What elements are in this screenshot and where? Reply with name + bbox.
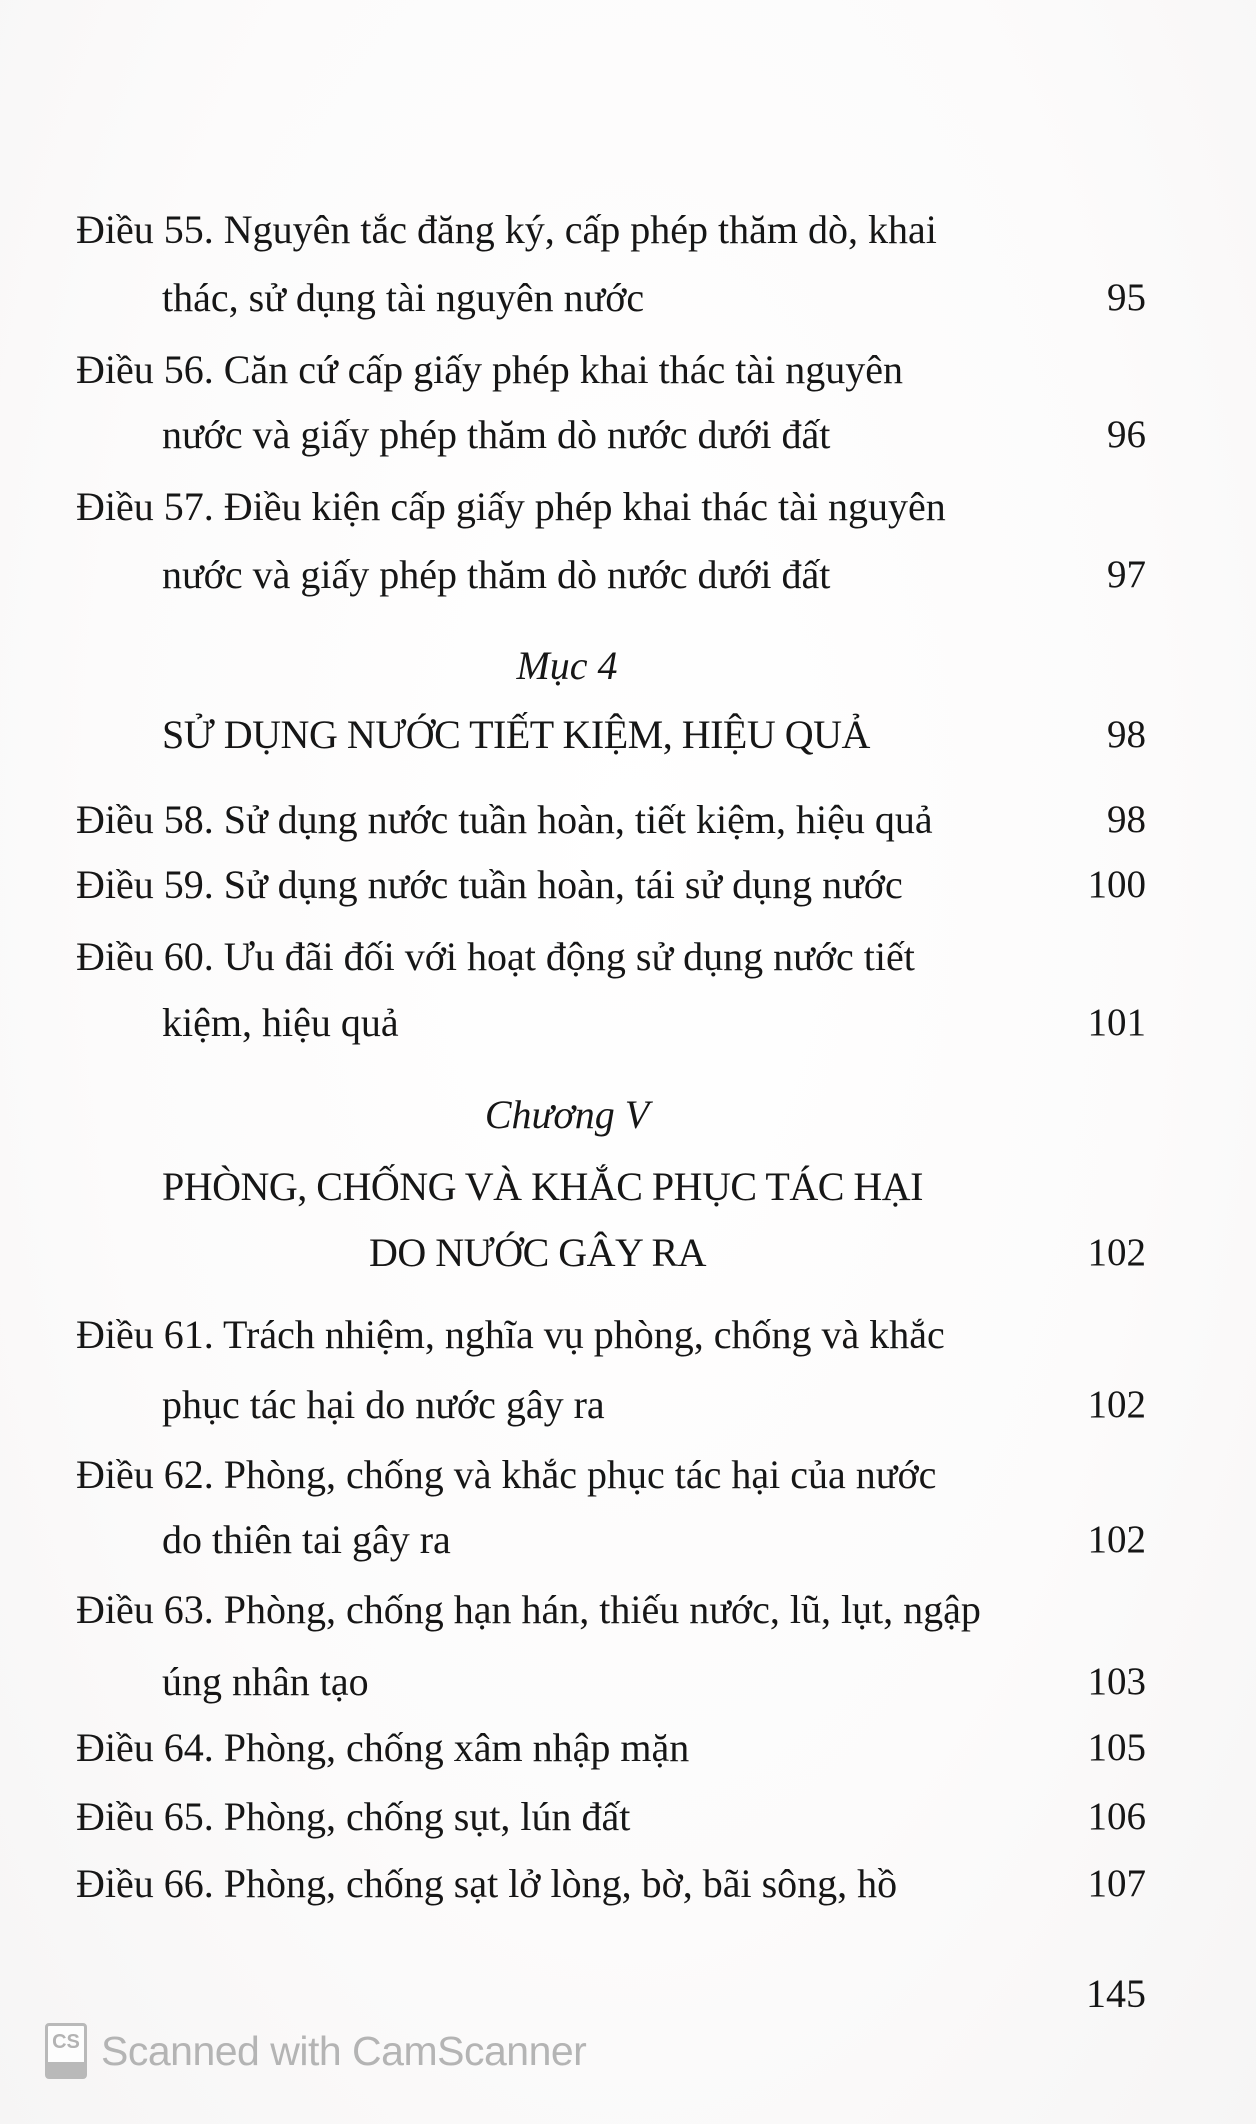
toc-entry-dieu-57-line-2 — [0, 551, 1256, 599]
watermark-text: Scanned with CamScanner — [101, 2027, 587, 2074]
toc-entry-text: do thiên tai gây ra — [162, 1517, 451, 1562]
toc-entry-text: phục tác hại do nước gây ra — [162, 1382, 605, 1427]
toc-entry-text: Điều 66. Phòng, chống sạt lở lòng, bờ, bãi sông, hồ — [76, 1861, 898, 1906]
toc-entry-dieu-56-line-2 — [0, 411, 1256, 459]
toc-entry-dieu-59 — [0, 861, 1256, 909]
toc-entry-dieu-60-line-1 — [0, 933, 1256, 981]
camscanner-logo-text: CS — [52, 2031, 80, 2053]
chapter-title-line-1 — [0, 1163, 1256, 1211]
camscanner-watermark — [45, 2022, 586, 2080]
section-title-muc-4 — [0, 711, 1256, 759]
section-title: SỬ DỤNG NƯỚC TIẾT KIỆM, HIỆU QUẢ — [162, 712, 870, 757]
toc-entry-dieu-62-line-2 — [0, 1516, 1256, 1564]
toc-entry-dieu-63-line-2 — [0, 1658, 1256, 1706]
toc-page-number: 102 — [1087, 1383, 1146, 1426]
section-label-muc-4 — [0, 642, 1256, 690]
page-number: 145 — [1086, 1971, 1146, 2016]
toc-entry-dieu-61-line-2 — [0, 1381, 1256, 1429]
toc-page-number: 107 — [1087, 1862, 1146, 1905]
toc-entry-text: Điều 59. Sử dụng nước tuần hoàn, tái sử dụng nước — [76, 862, 903, 907]
toc-entry-text: kiệm, hiệu quả — [162, 1000, 399, 1045]
toc-entry-dieu-62-line-1 — [0, 1451, 1256, 1499]
toc-entry-text: thác, sử dụng tài nguyên nước — [162, 275, 645, 320]
toc-page-number: 98 — [1107, 713, 1146, 756]
toc-entry-text: Điều 55. Nguyên tắc đăng ký, cấp phép thăm dò, khai — [76, 207, 937, 252]
chapter-label-chuong-v — [0, 1091, 1256, 1139]
toc-entry-text: nước và giấy phép thăm dò nước dưới đất — [162, 412, 831, 457]
toc-entry-dieu-60-line-2 — [0, 999, 1256, 1047]
toc-entry-dieu-55-line-2 — [0, 274, 1256, 322]
toc-entry-text: Điều 60. Ưu đãi đối với hoạt động sử dụng nước tiết — [76, 934, 915, 979]
toc-page-number: 97 — [1107, 553, 1146, 596]
toc-page-number: 96 — [1107, 413, 1146, 456]
toc-page-number: 106 — [1087, 1795, 1146, 1838]
toc-entry-text: Điều 62. Phòng, chống và khắc phục tác hại của nước — [76, 1452, 937, 1497]
toc-page-number: 105 — [1087, 1726, 1146, 1769]
toc-entry-dieu-55-line-1 — [0, 206, 1256, 254]
toc-entry-dieu-58 — [0, 796, 1256, 844]
toc-entry-dieu-61-line-1 — [0, 1311, 1256, 1359]
toc-entry-text: Điều 57. Điều kiện cấp giấy phép khai thác tài nguyên — [76, 484, 946, 529]
chapter-title: DO NƯỚC GÂY RA — [369, 1230, 707, 1275]
camscanner-logo-bar — [48, 2062, 84, 2076]
toc-entry-text: Điều 63. Phòng, chống hạn hán, thiếu nước, lũ, lụt, ngập — [76, 1587, 981, 1632]
toc-entry-text: Điều 58. Sử dụng nước tuần hoàn, tiết kiệm, hiệu quả — [76, 797, 933, 842]
toc-page-number: 101 — [1087, 1001, 1146, 1044]
section-label: Mục 4 — [516, 643, 618, 688]
toc-page-number: 100 — [1087, 863, 1146, 906]
chapter-label: Chương V — [484, 1092, 650, 1137]
toc-page-number: 102 — [1087, 1231, 1146, 1274]
toc-entry-text: úng nhân tạo — [162, 1659, 369, 1704]
toc-entry-dieu-57-line-1 — [0, 483, 1256, 531]
toc-entry-text: nước và giấy phép thăm dò nước dưới đất — [162, 552, 831, 597]
chapter-title: PHÒNG, CHỐNG VÀ KHẮC PHỤC TÁC HẠI — [162, 1164, 923, 1209]
toc-page-number: 98 — [1107, 798, 1146, 841]
toc-entry-text: Điều 61. Trách nhiệm, nghĩa vụ phòng, chống và khắc — [76, 1312, 945, 1357]
toc-page-number: 103 — [1087, 1660, 1146, 1703]
camscanner-logo-icon — [45, 2023, 87, 2079]
toc-entry-text: Điều 56. Căn cứ cấp giấy phép khai thác tài nguyên — [76, 347, 903, 392]
toc-page-number: 95 — [1107, 276, 1146, 319]
toc-entry-dieu-56-line-1 — [0, 346, 1256, 394]
toc-entry-dieu-63-line-1 — [0, 1586, 1256, 1634]
toc-page-number: 102 — [1087, 1518, 1146, 1561]
toc-entry-dieu-64 — [0, 1724, 1256, 1772]
toc-entry-text: Điều 65. Phòng, chống sụt, lún đất — [76, 1794, 631, 1839]
toc-entry-dieu-65 — [0, 1793, 1256, 1841]
chapter-title-line-2 — [0, 1229, 1256, 1277]
toc-entry-text: Điều 64. Phòng, chống xâm nhập mặn — [76, 1725, 690, 1770]
toc-entry-dieu-66 — [0, 1860, 1256, 1908]
